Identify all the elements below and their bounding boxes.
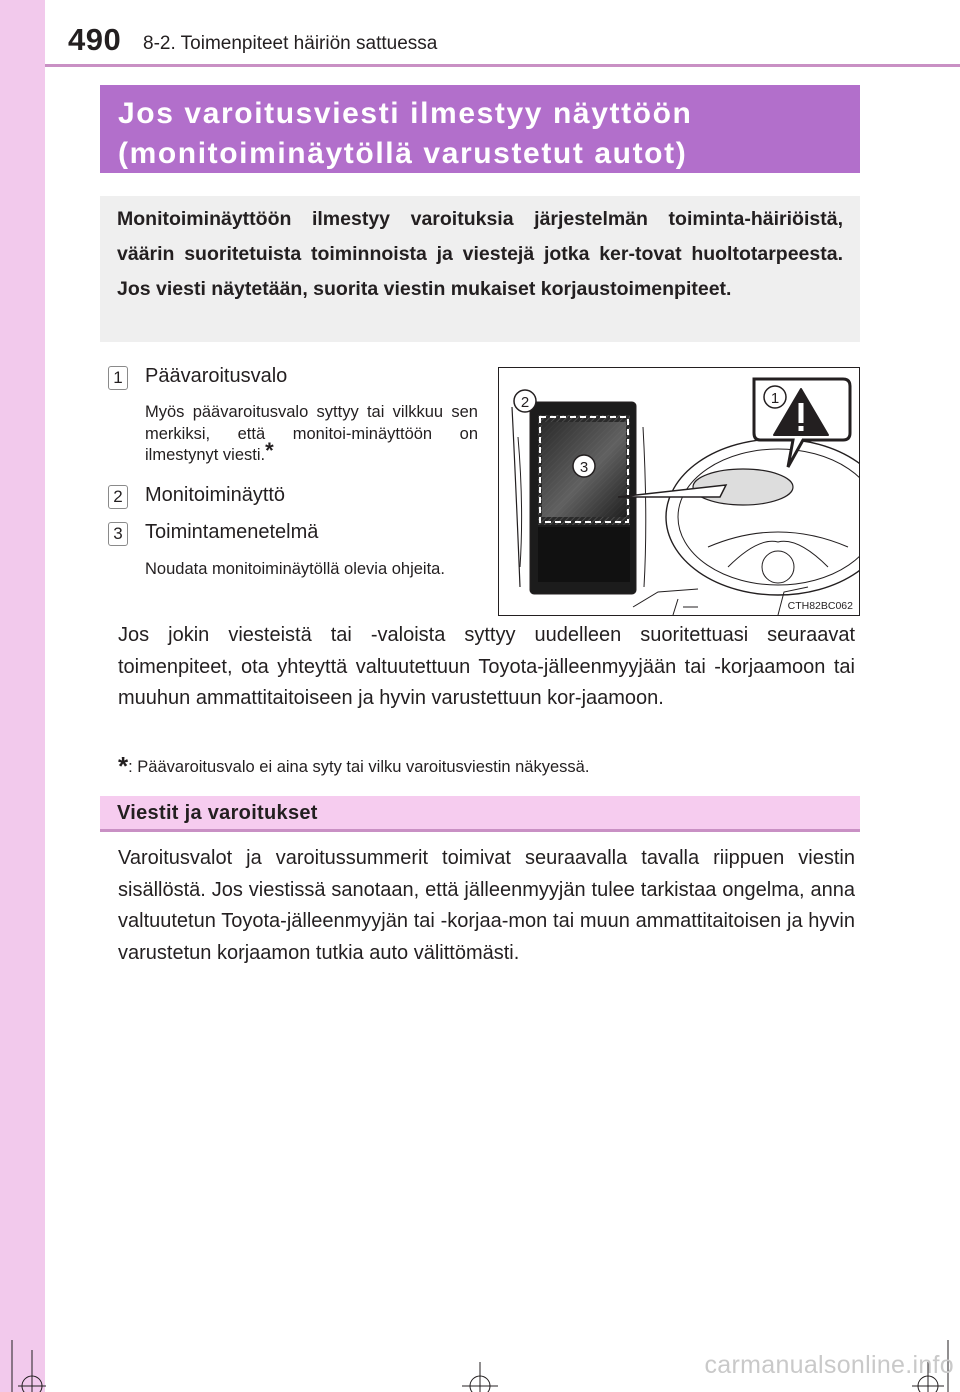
item-3-note: Noudata monitoiminäytöllä olevia ohjeita. xyxy=(145,560,445,578)
callout-3 xyxy=(573,455,595,477)
main-title xyxy=(100,85,860,173)
item-number-badge: 2 xyxy=(108,485,128,509)
illustration-code: CTH82BC062 xyxy=(787,600,853,612)
footnote-asterisk: * xyxy=(118,751,129,781)
subsection-header: Viestit ja varoitukset xyxy=(100,796,860,832)
side-color-strip xyxy=(0,0,45,1392)
callout-1 xyxy=(764,386,786,408)
dashboard-illustration xyxy=(498,367,860,616)
intro-box xyxy=(100,196,860,342)
item-label: Päävaroitusvalo xyxy=(145,365,288,387)
page-number: 490 xyxy=(68,22,122,57)
footnote xyxy=(118,748,589,779)
item-1-note xyxy=(145,402,478,467)
body-paragraph-1: Jos jokin viesteistä tai -valoista syttyy uudelleen suoritettuasi seuraavat toimenpiteet, ota yhteyttä valtuutettuun Toyota-jälleenmyyjään tai -korjaamoon tai muuhun ammattitaitoiseen ja hyvin varustettuun kor-jaamoon. xyxy=(118,624,855,709)
asterisk-mark: * xyxy=(265,438,274,463)
intro-text: Monitoiminäyttöön ilmestyy varoituksia järjestelmän toiminta-häiriöistä, väärin suoritetuista toiminnoista ja viestejä jotka ker-tovat huoltotarpeesta. Jos viesti näytetään, suorita viestin mukaiset korjaustoimenpiteet. xyxy=(117,208,843,300)
footnote-text: : Päävaroitusvalo ei aina syty tai vilku varoitusviestin näkyessä. xyxy=(128,758,590,776)
item-label: Toimintamenetelmä xyxy=(145,521,319,543)
main-title-line-2: (monitoiminäytöllä varustetut autot) xyxy=(118,137,688,170)
body-paragraph-2: Varoitusvalot ja varoitussummerit toimivat seuraavalla tavalla riippuen viestin sisällöstä. Jos viestissä sanotaan, että jälleenmyyjän tulee tarkistaa ongelma, anna valtuutetun Toyota-jälleenmyyjän tai -korjaa-mon tai muun ammattitaitoisen ja hyvin varustetun korjaamon tutkia auto välittömästi. xyxy=(118,847,855,964)
section-label: 8-2. Toimenpiteet häiriön sattuessa xyxy=(143,33,438,54)
item-label: Monitoiminäyttö xyxy=(145,484,286,506)
svg-text:2: 2 xyxy=(520,394,530,411)
item-number-badge: 3 xyxy=(108,522,128,546)
watermark: carmanualsonline.info xyxy=(704,1351,954,1379)
item-1-note-text: Myös päävaroitusvalo syttyy tai vilkkuu sen merkiksi, että monitoi-minäyttöön on ilmestynyt viesti. xyxy=(145,403,478,464)
header-rule xyxy=(45,64,960,67)
callout-2 xyxy=(514,390,536,412)
svg-text:3: 3 xyxy=(579,459,589,476)
main-title-line-1: Jos varoitusviesti ilmestyy näyttöön xyxy=(118,97,693,130)
item-number-badge: 1 xyxy=(108,366,128,390)
svg-text:1: 1 xyxy=(770,390,780,407)
